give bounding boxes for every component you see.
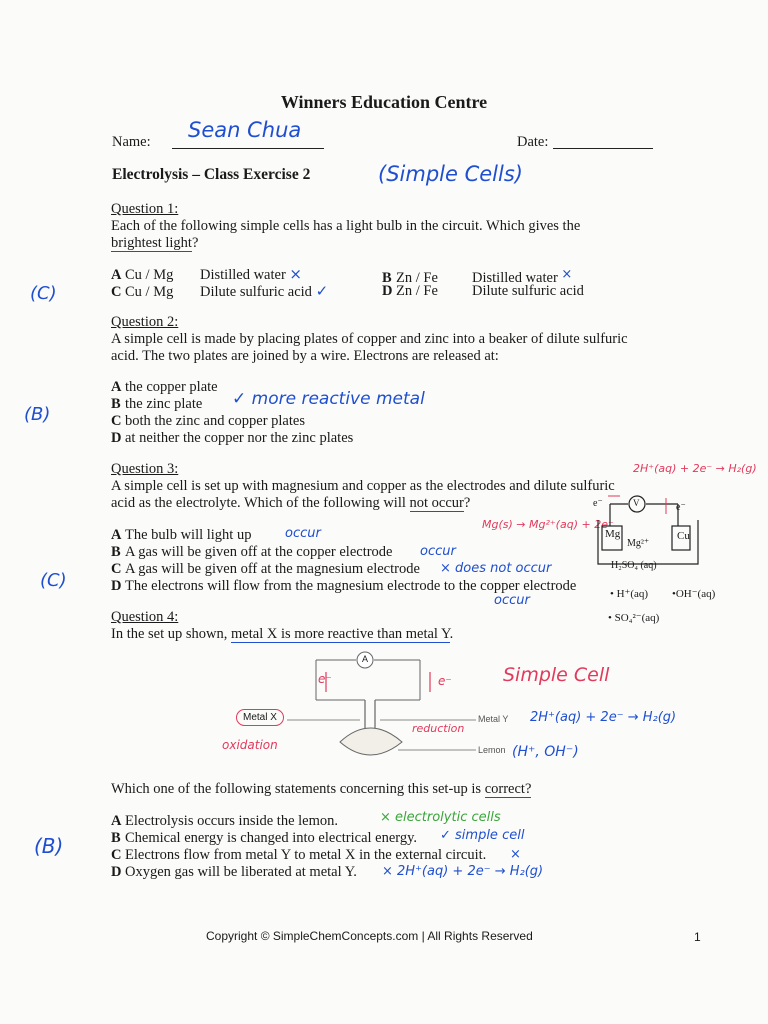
q4-ions: (H⁺, OH⁻): [512, 744, 579, 760]
q4-heading: Question 4:: [111, 609, 179, 625]
q4-eq: 2H⁺(aq) + 2e⁻ → H₂(g): [530, 710, 677, 725]
q4-e-left: e⁻: [318, 672, 332, 686]
q3-heading: Question 3:: [111, 461, 179, 477]
date-line: [553, 148, 653, 149]
q3-cell-electrolyte: H₂SO₄ (aq): [611, 560, 657, 571]
q4-note-a: × electrolytic cells: [380, 810, 501, 825]
q1-option-c[interactable]: C Cu / Mg Dilute sulfuric acid ✓: [111, 282, 329, 300]
q4-note-d: × 2H⁺(aq) + 2e⁻ → H₂(g): [382, 864, 544, 879]
q3-option-b[interactable]: B A gas will be given off at the copper electrode: [111, 544, 393, 560]
q4-reduction: reduction: [412, 722, 465, 735]
q3-e-right: e⁻: [676, 502, 686, 513]
q3-note-d: occur: [494, 593, 530, 608]
q3-ion-h: • H⁺(aq): [610, 588, 649, 600]
q4-metal-y: Metal Y: [478, 714, 509, 724]
q3-option-c[interactable]: C A gas will be given off at the magnesium electrode: [111, 561, 420, 577]
q3-note-c: × does not occur: [440, 561, 552, 576]
q3-answer: (C): [40, 570, 67, 591]
q3-line-1: A simple cell is set up with magnesium and copper as the electrodes and dilute sulfuric: [111, 478, 615, 494]
q4-metal-x: Metal X: [236, 709, 284, 726]
q3-bulb: V: [633, 498, 640, 508]
q3-cell-mg-ion: Mg²⁺: [627, 538, 650, 549]
q3-option-d[interactable]: D The electrons will flow from the magnesium electrode to the copper electrode: [111, 578, 577, 594]
q3-option-a[interactable]: A The bulb will light up: [111, 527, 252, 543]
footer-copyright: Copyright © SimpleChemConcepts.com | All Rights Reserved: [206, 929, 533, 943]
name-label: Name:: [112, 134, 151, 150]
q1-answer: (C): [30, 283, 57, 304]
q3-ion-so4: • SO₄²⁻(aq): [608, 612, 660, 624]
q4-option-b[interactable]: B Chemical energy is changed into electrical energy.: [111, 830, 418, 846]
q2-line-2: acid. The two plates are joined by a wire. Electrons are released at:: [111, 348, 499, 364]
q4-simple-cell: Simple Cell: [503, 664, 610, 686]
q4-option-a[interactable]: A Electrolysis occurs inside the lemon.: [111, 813, 339, 829]
q4-question: Which one of the following statements concerning this set-up is correct?: [111, 781, 532, 797]
page-number: 1: [694, 930, 701, 944]
q4-option-d[interactable]: D Oxygen gas will be liberated at metal Y.: [111, 864, 357, 880]
q3-ion-oh: •OH⁻(aq): [672, 588, 716, 600]
q2-option-c[interactable]: C both the zinc and copper plates: [111, 413, 305, 429]
q1-text: Each of the following simple cells has a light bulb in the circuit. Which gives the: [111, 218, 581, 234]
q4-ammeter: A: [362, 654, 369, 664]
name-value: Sean Chua: [188, 118, 302, 142]
q2-option-a[interactable]: A the copper plate: [111, 379, 218, 395]
name-line: [172, 148, 324, 149]
q2-note: ✓ more reactive metal: [232, 389, 425, 409]
q4-option-c[interactable]: C Electrons flow from metal Y to metal X in the external circuit.: [111, 847, 487, 863]
q3-eq-top: 2H⁺(aq) + 2e⁻ → H₂(g): [633, 462, 757, 475]
q3-cell-cu: Cu: [677, 530, 690, 542]
q3-note-a: occur: [285, 526, 321, 541]
q1-option-d[interactable]: D Zn / Fe Dilute sulfuric acid: [382, 283, 584, 299]
q2-option-d[interactable]: D at neither the copper nor the zinc plates: [111, 430, 354, 446]
q3-line-2: acid as the electrolyte. Which of the following will not occur?: [111, 495, 471, 511]
q2-heading: Question 2:: [111, 314, 179, 330]
q4-e-right: e⁻: [438, 674, 452, 688]
q4-lemon: Lemon: [478, 745, 506, 755]
q1-option-b[interactable]: B Zn / Fe Distilled water ×: [382, 267, 573, 286]
q2-option-b[interactable]: B the zinc plate: [111, 396, 203, 412]
q3-cell-mg: Mg: [605, 528, 621, 540]
q3-e-left: e⁻: [593, 498, 603, 509]
q3-note-b: occur: [420, 544, 456, 559]
page-title: Winners Education Centre: [280, 92, 488, 112]
q4-stem: In the set up shown, metal X is more reactive than metal Y.: [111, 626, 454, 642]
q2-line-1: A simple cell is made by placing plates of copper and zinc into a beaker of dilute sulfuric: [111, 331, 628, 347]
q3-eq-mg: Mg(s) → Mg²⁺(aq) + 2e⁻: [482, 518, 614, 531]
q1-text-2: brightest light?: [111, 235, 199, 251]
q4-note-b: ✓ simple cell: [440, 828, 525, 843]
exercise-note: (Simple Cells): [378, 162, 523, 186]
date-label: Date:: [517, 134, 549, 150]
q2-answer: (B): [24, 404, 51, 425]
q1-option-a[interactable]: A Cu / Mg Distilled water ×: [111, 265, 302, 283]
q4-note-c: ×: [510, 847, 521, 862]
exercise-title: Electrolysis – Class Exercise 2: [112, 166, 311, 183]
q4-oxidation: oxidation: [222, 738, 278, 752]
q1-heading: Question 1:: [111, 201, 179, 217]
q4-answer: (B): [34, 834, 64, 858]
